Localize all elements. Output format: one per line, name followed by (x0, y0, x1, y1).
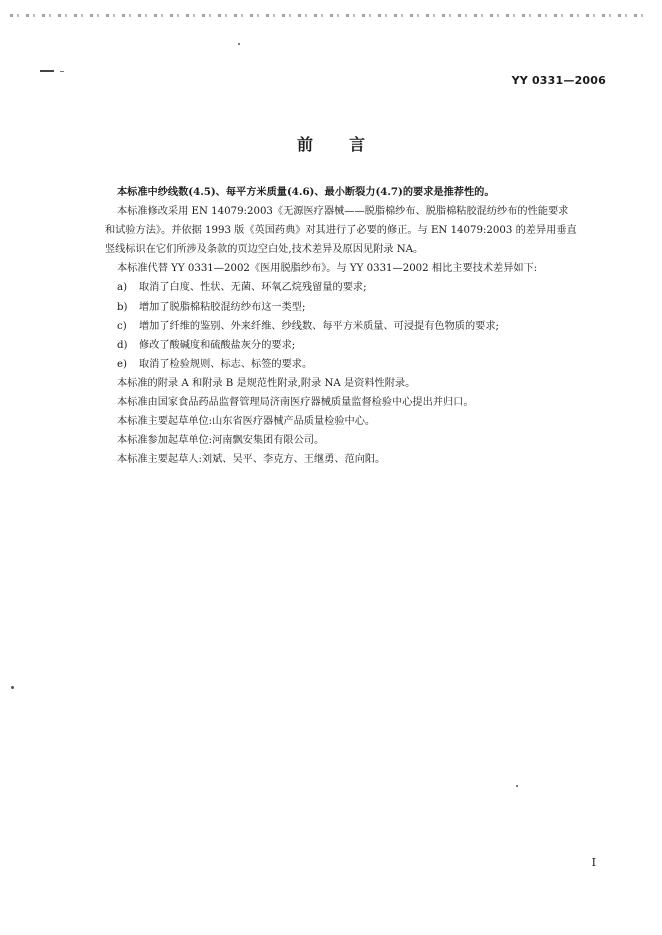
list-item-text: 增加了脱脂棉粘胶混纺纱布这一类型; (139, 301, 306, 313)
list-item-label: e) (117, 358, 128, 370)
list-item-text: 增加了纤维的鉴别、外来纤维、纱线数、每平方米质量、可浸提有色物质的要求; (139, 320, 499, 332)
paragraph-recommended-requirements: 本标准中纱线数(4.5)、每平方米质量(4.6)、最小断裂力(4.7)的要求是推荐性的。 (117, 186, 495, 198)
scan-artifact-top (10, 14, 650, 17)
page-title: 前言 (296, 135, 401, 154)
paragraph-proposer: 本标准由国家食品药品监督管理局济南医疗器械质量监督检验中心提出并归口。 (117, 397, 474, 409)
list-item-text: 修改了酸碱度和硫酸盐灰分的要求; (139, 339, 296, 351)
paragraph-annexes: 本标准的附录 A 和附录 B 是规范性附录,附录 NA 是资料性附录。 (117, 377, 416, 389)
paragraph-participating-unit: 本标准参加起草单位:河南飘安集团有限公司。 (117, 435, 325, 447)
scan-artifact-dash-small (60, 71, 64, 72)
paragraph-drafting-unit: 本标准主要起草单位:山东省医疗器械产品质量检验中心。 (117, 416, 376, 428)
paragraph-replaces: 本标准代替 YY 0331—2002《医用脱脂纱布》。与 YY 0331—2002 相比主要技术差异如下: (117, 263, 538, 275)
list-item (117, 317, 617, 336)
scan-speck (11, 686, 14, 689)
list-item-text: 取消了检验规则、标志、标签的要求。 (139, 358, 313, 370)
paragraph-adoption-line3: 竖线标识在它们所涉及条款的页边空白处,技术差异及原因见附录 NA。 (105, 244, 424, 256)
list-item-label: a) (117, 282, 128, 294)
page-number: I (591, 856, 596, 869)
list-item-label: d) (117, 339, 128, 351)
scan-artifact-dash (40, 70, 54, 72)
standard-code: YY 0331—2006 (511, 74, 606, 87)
paragraph-drafters: 本标准主要起草人:刘斌、吴平、李克方、王继勇、范向阳。 (117, 454, 386, 466)
list-item-label: b) (117, 301, 128, 313)
scan-speck (238, 43, 240, 45)
list-item-text: 取消了白度、性状、无菌、环氧乙烷残留量的要求; (139, 282, 367, 294)
list-item (117, 278, 617, 297)
scan-speck (516, 785, 518, 787)
paragraph-adoption-line2: 和试验方法》。并依据 1993 版《英国药典》对其进行了必要的修正。与 EN 14079:2003 的差异用垂直 (105, 225, 577, 237)
list-item (117, 355, 617, 374)
list-item (117, 336, 617, 355)
paragraph-adoption-line1: 本标准修改采用 EN 14079:2003《无源医疗器械——脱脂棉纱布、脱脂棉粘胶混纺纱布的性能要求 (117, 206, 569, 218)
list-item-label: c) (117, 320, 127, 332)
foreword-body (105, 183, 617, 469)
list-item (117, 298, 617, 317)
